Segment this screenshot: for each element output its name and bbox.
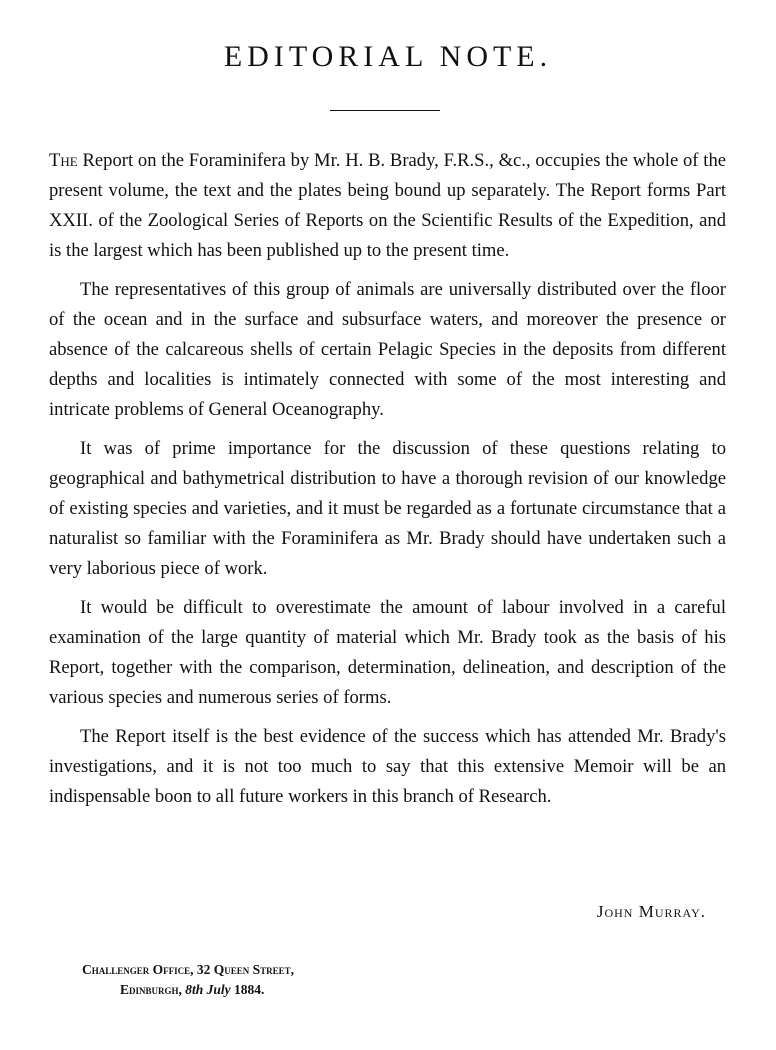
address-day: 8th bbox=[185, 982, 204, 997]
address-year: 1884. bbox=[234, 982, 265, 997]
address-line-1: Challenger Office, 32 Queen Street, bbox=[82, 962, 295, 977]
page-title: EDITORIAL NOTE. bbox=[223, 40, 553, 73]
address-line-2 bbox=[82, 980, 294, 1000]
signature: John Murray. bbox=[596, 902, 706, 921]
paragraph-1-text: Report on the Foraminifera by Mr. H. B. Brady, F.R.S., &c., occupies the whole of the present volume, the text and the plates being bound up separately. The Report forms Part XXII. of the Zoological Series of Reports on the Scientific Results of the Expedition, and is the largest which has been published up to the present time. bbox=[49, 150, 727, 261]
paragraph-4: It would be difficult to overestimate the amount of labour involved in a careful examination of the large quantity of material which Mr. Brady took as the basis of his Report, together with the comparison, determination, delineation, and description of the various species and numerous series of forms. bbox=[49, 597, 726, 708]
address-block bbox=[82, 960, 294, 1000]
paragraph-3: It was of prime importance for the discussion of these questions relating to geographical and bathymetrical distribution to have a thorough revision of our knowledge of existing species and varieties, and it must be regarded as a fortunate circumstance that a naturalist so familiar with the Foraminifera as Mr. Brady should have undertaken such a very laborious piece of work. bbox=[49, 438, 726, 579]
paragraph-1 bbox=[49, 146, 726, 266]
paragraph-2: The representatives of this group of animals are universally distributed over the floor of the ocean and in the surface and subsurface waters, and moreover the presence or absence of the calcareous shells of certain Pelagic Species in the deposits from different depths and localities is intimately connected with some of the most interesting and intricate problems of General Oceanography. bbox=[49, 279, 726, 420]
title-divider bbox=[330, 110, 440, 111]
address-month: July bbox=[206, 982, 231, 997]
paragraph-1-lead: The bbox=[49, 150, 78, 171]
address-place: Edinburgh, bbox=[120, 982, 182, 997]
editorial-body bbox=[49, 146, 726, 821]
paragraph-5: The Report itself is the best evidence of the success which has attended Mr. Brady's investigations, and it is not too much to say that this extensive Memoir will be an indispensable boon to all future workers in this branch of Research. bbox=[49, 726, 726, 807]
